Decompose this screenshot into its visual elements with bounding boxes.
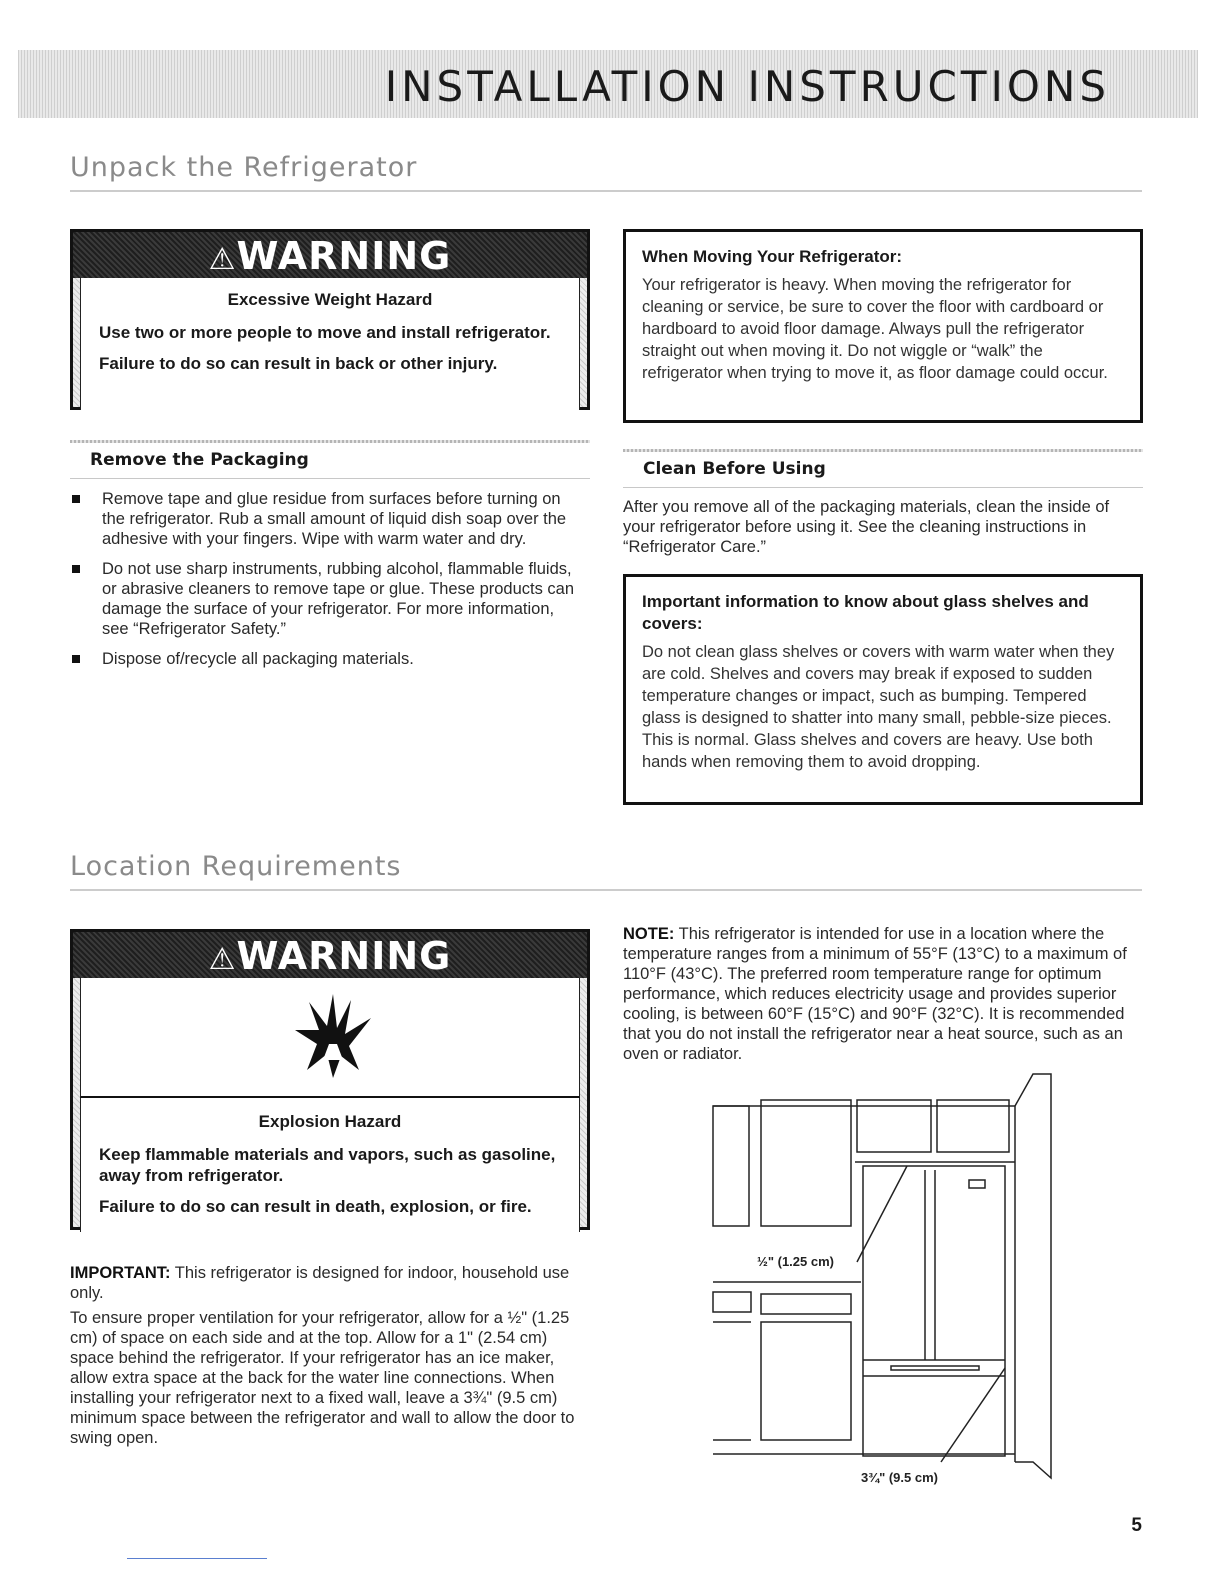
warning-triangle-icon: ⚠ [208,242,237,277]
footer-line [127,1558,267,1559]
note-paragraph [623,924,1143,1064]
warning-body [80,278,580,410]
warning-label: WARNING [236,934,452,978]
explosion-icon [293,990,373,1080]
moving-heading: When Moving Your Refrigerator: [642,247,903,266]
side-gap-label: ½" (1.25 cm) [757,1254,834,1269]
clearance-diagram [705,1070,1065,1490]
subsection-divider [70,440,590,443]
warning-triangle-icon: ⚠ [208,942,237,977]
hazard-title: Explosion Hazard [258,1112,402,1131]
weight-warning-box [70,229,590,410]
section-title-location: Location Requirements [70,851,402,882]
page-number: 5 [1131,1515,1142,1536]
subsection-title-clean: Clean Before Using [643,459,826,479]
ventilation-paragraph: To ensure proper ventilation for your refrigerator, allow for a ½" (1.25 cm) of space on each side and at the top. Allow for a 1" (2.54 cm) space behind the refrigerator. If your refrigerator has an ice maker, allow extra space at the back for the water line connections. When installing your refrigerator next to a fixed wall, leave a 3¾" (9.5 cm) minimum space between the refrigerator and wall to allow the door to swing open. [70,1309,575,1447]
subsection-underline [623,487,1143,488]
warning-consequence: Failure to do so can result in back or other injury. [99,354,498,373]
explosion-symbol-panel [80,978,580,1098]
list-item: Do not use sharp instruments, rubbing alcohol, flammable fluids, or abrasive cleaners to remove tape or glue. These products can damage the surface of your refrigerator. For more information, see “Refrigerator Safety.” [72,559,582,639]
wall-gap-label: 3¾" (9.5 cm) [861,1470,938,1485]
moving-text: Your refrigerator is heavy. When moving the refrigerator for cleaning or service, be sure to cover the floor with cardboard or hardboard to avoid floor damage. Always pull the refrigerator straight out when moving it. Do not wiggle or “walk” the refrigerator when trying to move it, as floor damage could occur. [642,276,1108,382]
subsection-divider [623,449,1143,452]
important-text: This refrigerator is designed for indoor, household use only. [70,1264,570,1302]
page-title: INSTALLATION INSTRUCTIONS [384,62,1110,111]
clean-text: After you remove all of the packaging materials, clean the inside of your refrigerator before using it. See the cleaning instructions in “Refrigerator Care.” [623,498,1110,556]
warning-body [80,1098,580,1232]
warning-instruction: Use two or more people to move and install refrigerator. [99,323,551,342]
warning-header [73,232,587,278]
section-divider [70,889,1142,891]
hazard-title: Excessive Weight Hazard [227,290,433,309]
glass-heading: Important information to know about glass shelves and covers: [642,592,1089,633]
warning-label: WARNING [236,234,452,278]
warning-consequence: Failure to do so can result in death, explosion, or fire. [99,1197,532,1216]
section-title-unpack: Unpack the Refrigerator [70,152,418,183]
subsection-underline [70,478,590,479]
list-item: Remove tape and glue residue from surfaces before turning on the refrigerator. Rub a small amount of liquid dish soap over the adhesive with your fingers. Wipe with warm water and dry. [72,489,582,549]
important-label: IMPORTANT: [70,1264,171,1282]
warning-header [73,932,587,978]
explosion-warning-box [70,929,590,1230]
important-paragraph [70,1263,590,1303]
list-item: Dispose of/recycle all packaging materials. [72,649,582,669]
section-divider [70,190,1142,192]
glass-info-box [623,574,1143,805]
kitchen-clearance-illustration [705,1070,1065,1490]
header-banner [18,50,1198,118]
moving-info-box [623,229,1143,423]
subsection-title-remove-packaging: Remove the Packaging [90,450,309,470]
packaging-list [72,489,582,679]
warning-instruction: Keep flammable materials and vapors, such as gasoline, away from refrigerator. [99,1145,556,1185]
note-text: This refrigerator is intended for use in a location where the temperature ranges from a minimum of 55°F (13°C) to a maximum of 110°F (43°C). The preferred room temperature range for optimum performance, which reduces electricity usage and provides superior cooling, is between 60°F (15°C) and 90°F (32°C). It is recommended that you do not install the refrigerator near a heat source, such as an oven or radiator. [623,925,1127,1063]
glass-text: Do not clean glass shelves or covers with warm water when they are cold. Shelves and covers may break if exposed to sudden temperature changes or impact, such as bumping. Tempered glass is designed to shatter into many small, pebble-size pieces. This is normal. Glass shelves and covers are heavy. Use both hands when removing them to avoid dropping. [642,643,1115,771]
note-label: NOTE: [623,925,675,943]
